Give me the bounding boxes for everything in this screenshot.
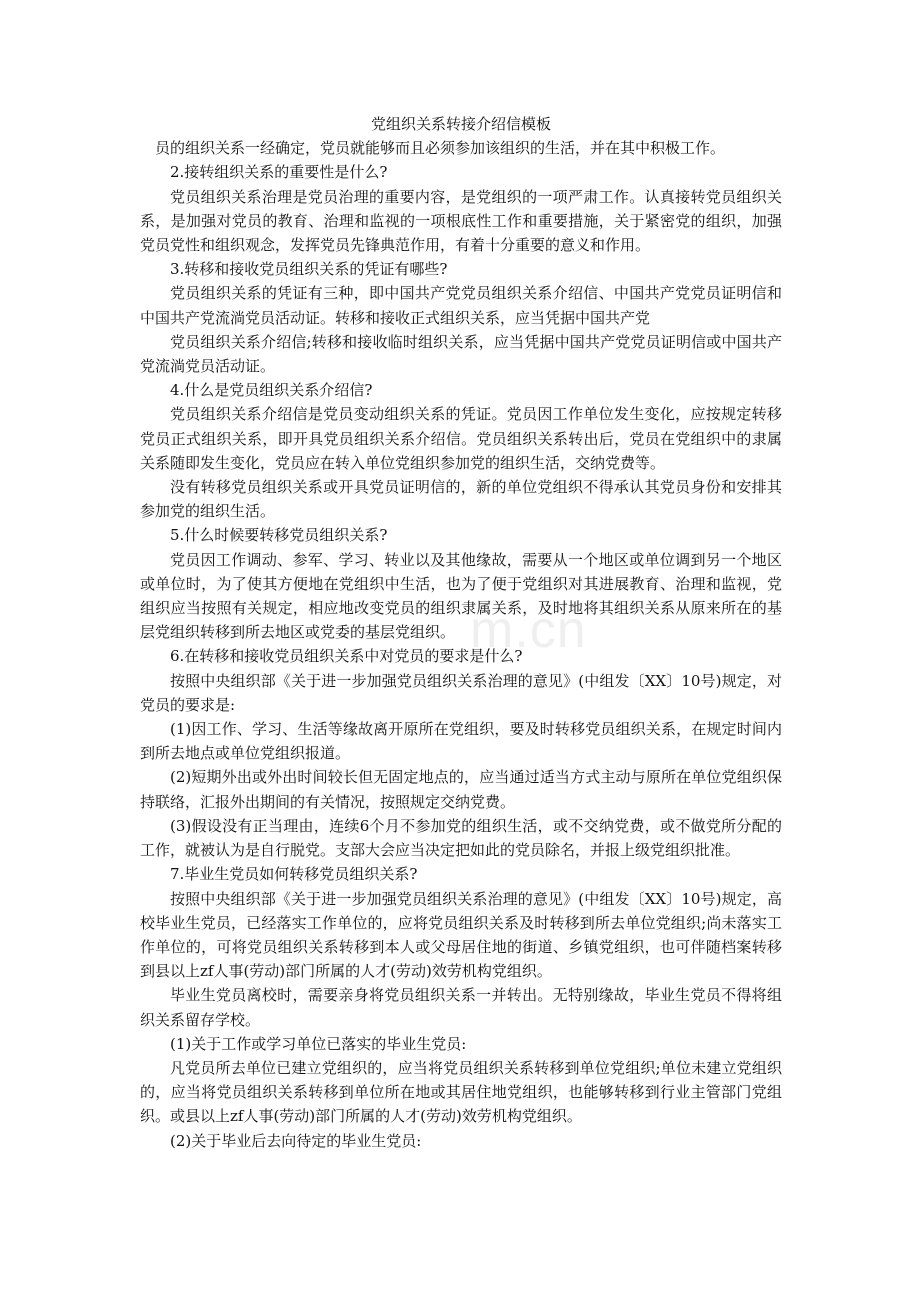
paragraph: 党员组织关系介绍信;转移和接收临时组织关系，应当凭据中国共产党党员证明信或中国共产党流淌党员活动证。 [140,332,782,376]
document-title: 党组织关系转接介绍信模板 [370,115,551,133]
section-heading: 2.接转组织关系的重要性是什么? [170,163,388,182]
section-heading: 6.在转移和接收党员组织关系中对党员的要求是什么? [170,647,523,666]
list-item: (3)假设没有正当理由，连续6个月不参加党的组织生活，或不交纳党费，或不做党所分配的工作，就被认为是自行脱党。支部大会应当决定把如此的党员除名，并报上级党组织批准。 [140,816,782,860]
list-item: (1)因工作、学习、生活等缘故离开原所在党组织，要及时转移党员组织关系，在规定时间内到所去地点或单位党组织报道。 [140,720,782,763]
section-heading: 7.毕业生党员如何转移党员组织关系? [170,865,418,884]
paragraph: 党员组织关系的凭证有三种，即中国共产党党员组织关系介绍信、中国共产党党员证明信和中国共产党流淌党员活动证。转移和接收正式组织关系，应当凭据中国共产党 [140,284,782,327]
paragraph: 按照中央组织部《关于进一步加强党员组织关系治理的意见》(中组发〔XX〕10号)规定，高校毕业生党员，已经落实工作单位的，应将党员组织关系及时转移到所去单位党组织;尚未落实工作单位的，可将党员组织关系转移到本人或父母居住地的街道、乡镇党组织，也可伴随档案转移到县以上zf人事(劳动)部门所属的人才(劳动)效劳机构党组织。 [140,889,782,981]
watermark: m.cn [470,601,587,659]
section-heading: 3.转移和接收党员组织关系的凭证有哪些? [170,260,448,279]
section-heading: 4.什么是党员组织关系介绍信? [170,381,373,400]
list-item: (2)关于毕业后去向待定的毕业生党员: [170,1131,422,1150]
section-heading: 5.什么时候要转移党员组织关系? [170,526,388,545]
document-body [140,112,782,1153]
paragraph: 党员因工作调动、参军、学习、转业以及其他缘故，需要从一个地区或单位调到另一个地区或单位时，为了使其方便地在党组织中生活，也为了便于党组织对其进展教育、治理和监视，党组织应当按照有关规定，相应地改变党员的组织隶属关系，及时地将其组织关系从原来所在的基层党组织转移到所去地区或党委的基层党组织。 [140,550,782,642]
paragraph: 没有转移党员组织关系或开具党员证明信的，新的单位党组织不得承认其党员身份和安排其参加党的组织生活。 [140,478,782,521]
paragraph: 按照中央组织部《关于进一步加强党员组织关系治理的意见》(中组发〔XX〕10号)规定，对党员的要求是: [140,671,782,714]
paragraph: 员的组织关系一经确定，党员就能够而且必须参加该组织的生活，并在其中积极工作。 [155,139,726,158]
paragraph: 党员组织关系介绍信是党员变动组织关系的凭证。党员因工作单位发生变化，应按规定转移党员正式组织关系，即开具党员组织关系介绍信。党员组织关系转出后，党员在党组织中的隶属关系随即发生变化，党员应在转入单位党组织参加党的组织生活，交纳党费等。 [140,405,782,472]
list-item: (1)关于工作或学习单位已落实的毕业生党员: [170,1034,467,1053]
paragraph: 党员组织关系治理是党员治理的重要内容，是党组织的一项严肃工作。认真接转党员组织关系，是加强对党员的教育、治理和监视的一项根底性工作和重要措施，关于紧密党的组织，加强党员党性和组织观念，发挥党员先锋典范作用，有着十分重要的意义和作用。 [140,187,782,255]
paragraph: 毕业生党员离校时，需要亲身将党员组织关系一并转出。无特别缘故，毕业生党员不得将组织关系留存学校。 [140,986,782,1029]
list-item: (2)短期外出或外出时间较长但无固定地点的，应当通过适当方式主动与原所在单位党组织保持联络，汇报外出期间的有关情况，按照规定交纳党费。 [140,768,782,811]
paragraph: 凡党员所去单位已建立党组织的，应当将党员组织关系转移到单位党组织;单位未建立党组织的，应当将党员组织关系转移到单位所在地或其居住地党组织，也能够转移到行业主管部门党组织。或县以上zf人事(劳动)部门所属的人才(劳动)效劳机构党组织。 [140,1058,782,1126]
